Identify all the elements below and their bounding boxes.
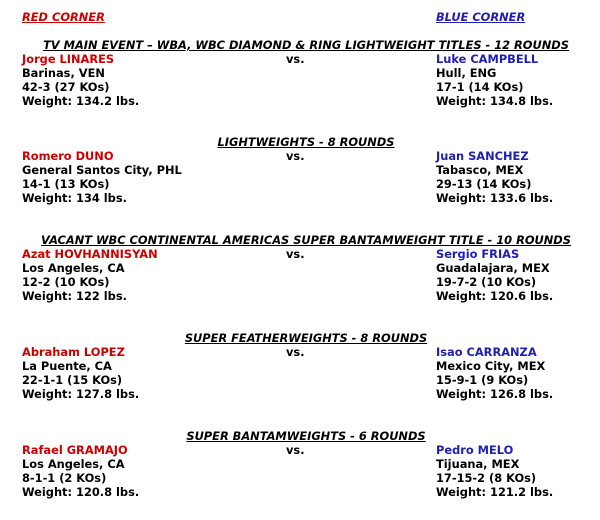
red-fighter-hometown: Los Angeles, CA	[22, 261, 125, 275]
red-fighter-weight: Weight: 134.2 lbs.	[22, 94, 140, 108]
red-fighter-record: 42-3 (27 KOs)	[22, 80, 110, 94]
vs-label: vs.	[286, 149, 305, 163]
blue-fighter-record: 29-13 (14 KOs)	[436, 177, 532, 191]
blue-fighter-name: Isao CARRANZA	[436, 345, 537, 359]
blue-fighter-name: Juan SANCHEZ	[436, 149, 529, 163]
blue-fighter-name: Pedro MELO	[436, 443, 514, 457]
blue-fighter-record: 19-7-2 (10 KOs)	[436, 275, 537, 289]
blue-fighter-hometown: Mexico City, MEX	[436, 359, 546, 373]
red-fighter-record: 8-1-1 (2 KOs)	[22, 471, 107, 485]
bout-title: SUPER BANTAMWEIGHTS - 6 ROUNDS	[186, 429, 426, 443]
red-fighter-hometown: La Puente, CA	[22, 359, 112, 373]
bout-title: SUPER FEATHERWEIGHTS - 8 ROUNDS	[184, 331, 428, 345]
red-fighter-record: 14-1 (13 KOs)	[22, 177, 110, 191]
red-fighter-name: Romero DUNO	[22, 149, 114, 163]
red-fighter-weight: Weight: 127.8 lbs.	[22, 387, 140, 401]
red-fighter-name: Abraham LOPEZ	[22, 345, 125, 359]
bout-1	[0, 38, 600, 128]
vs-label: vs.	[286, 247, 305, 261]
bout-5	[0, 429, 600, 519]
blue-fighter-weight: Weight: 120.6 lbs.	[436, 289, 554, 303]
red-fighter-name: Jorge LINARES	[22, 52, 115, 66]
red-fighter-name: Rafael GRAMAJO	[22, 443, 128, 457]
red-fighter-record: 22-1-1 (15 KOs)	[22, 373, 123, 387]
blue-fighter-record: 17-15-2 (8 KOs)	[436, 471, 537, 485]
bout-title: LIGHTWEIGHTS - 8 ROUNDS	[217, 135, 395, 149]
blue-fighter-hometown: Hull, ENG	[436, 66, 497, 80]
blue-fighter-name: Sergio FRIAS	[436, 247, 520, 261]
red-fighter-hometown: General Santos City, PHL	[22, 163, 182, 177]
blue-fighter-record: 17-1 (14 KOs)	[436, 80, 524, 94]
blue-corner-heading: BLUE CORNER	[436, 10, 526, 24]
blue-fighter-weight: Weight: 134.8 lbs.	[436, 94, 554, 108]
red-fighter-weight: Weight: 122 lbs.	[22, 289, 127, 303]
blue-fighter-weight: Weight: 133.6 lbs.	[436, 191, 554, 205]
blue-fighter-hometown: Guadalajara, MEX	[436, 261, 550, 275]
blue-fighter-hometown: Tabasco, MEX	[436, 163, 524, 177]
blue-fighter-weight: Weight: 126.8 lbs.	[436, 387, 554, 401]
red-fighter-weight: Weight: 134 lbs.	[22, 191, 127, 205]
blue-fighter-hometown: Tijuana, MEX	[436, 457, 520, 471]
red-fighter-hometown: Barinas, VEN	[22, 66, 105, 80]
bout-3	[0, 233, 600, 323]
blue-fighter-record: 15-9-1 (9 KOs)	[436, 373, 529, 387]
blue-fighter-weight: Weight: 121.2 lbs.	[436, 485, 554, 499]
red-fighter-name: Azat HOVHANNISYAN	[22, 247, 158, 261]
blue-fighter-name: Luke CAMPBELL	[436, 52, 539, 66]
red-fighter-weight: Weight: 120.8 lbs.	[22, 485, 140, 499]
bout-title: TV MAIN EVENT – WBA, WBC DIAMOND & RING LIGHTWEIGHT TITLES - 12 ROUNDS	[43, 38, 569, 52]
red-fighter-hometown: Los Angeles, CA	[22, 457, 125, 471]
bout-4	[0, 331, 600, 421]
vs-label: vs.	[286, 52, 305, 66]
bout-title: VACANT WBC CONTINENTAL AMERICAS SUPER BANTAMWEIGHT TITLE - 10 ROUNDS	[41, 233, 571, 247]
vs-label: vs.	[286, 443, 305, 457]
red-fighter-record: 12-2 (10 KOs)	[22, 275, 110, 289]
bout-2	[0, 135, 600, 225]
vs-label: vs.	[286, 345, 305, 359]
red-corner-heading: RED CORNER	[22, 10, 105, 24]
